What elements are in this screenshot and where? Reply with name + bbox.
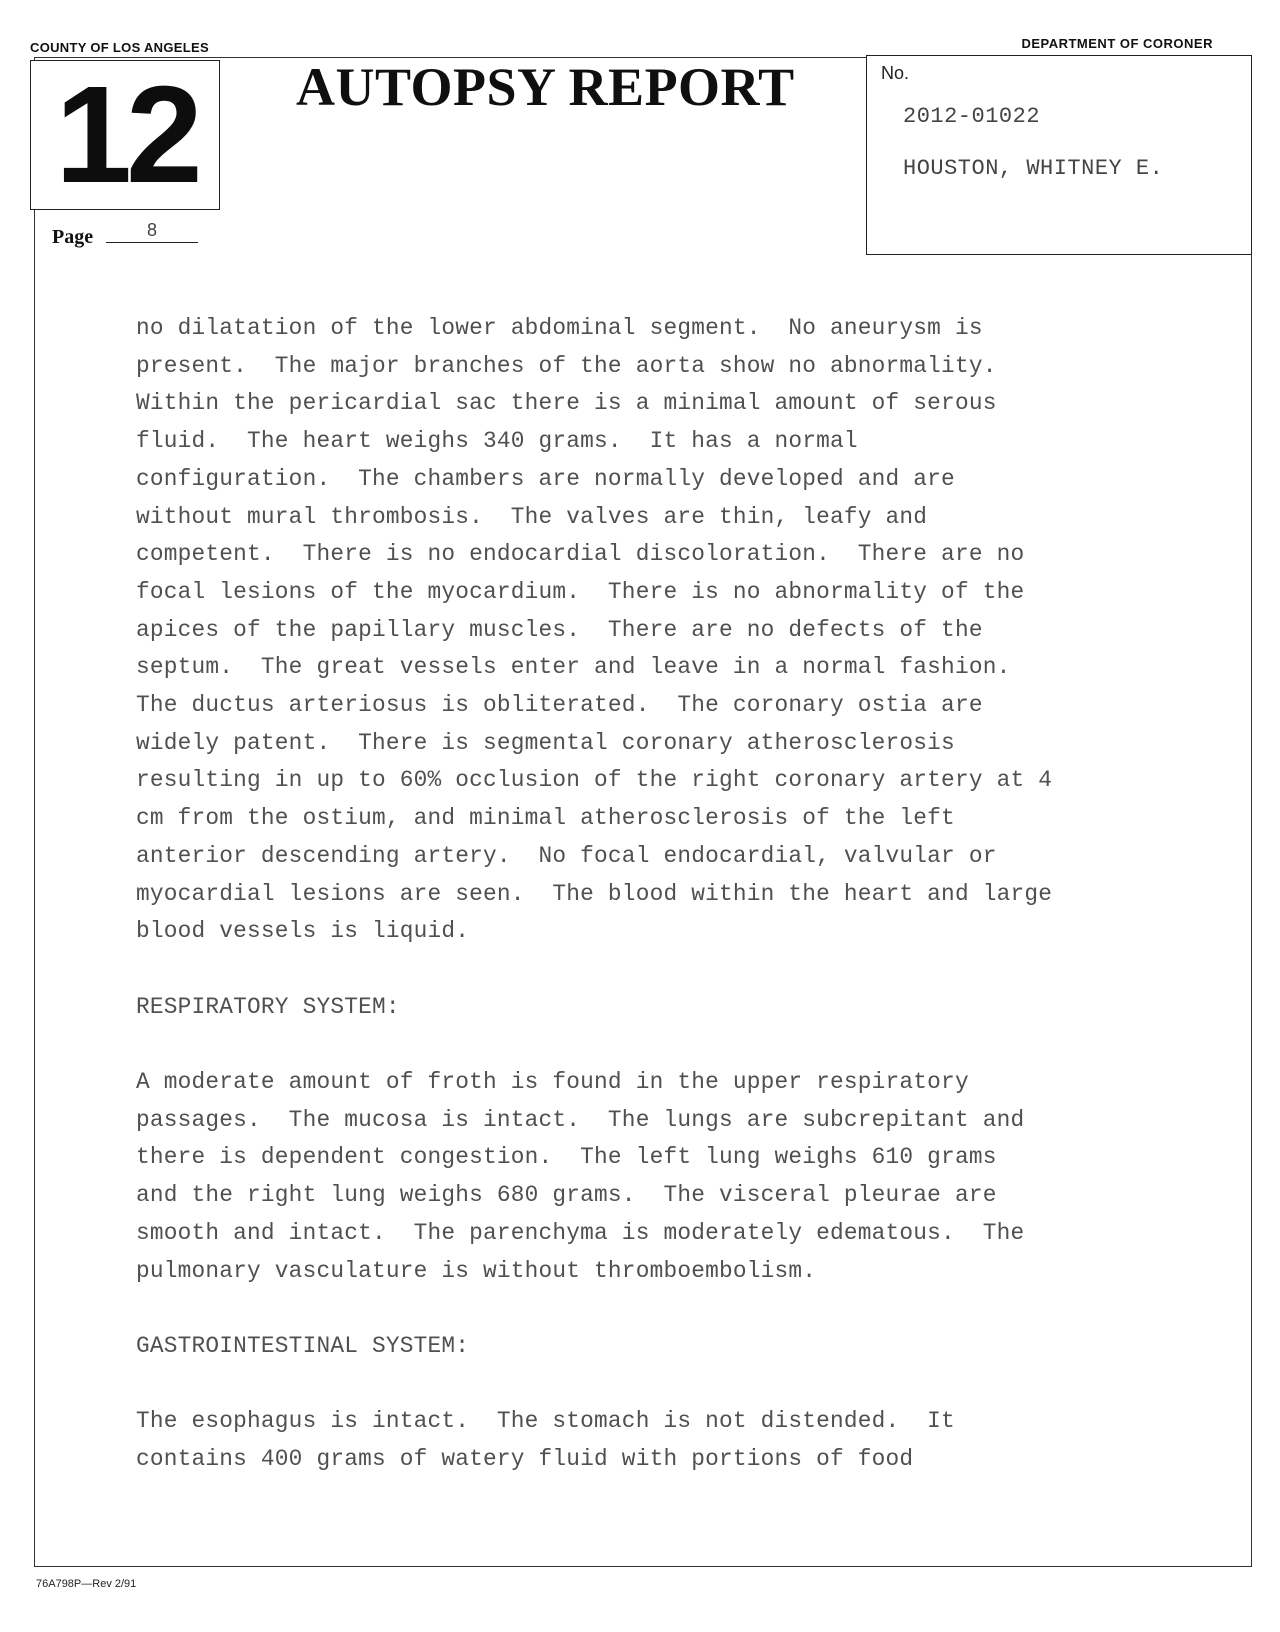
text-line: passages. The mucosa is intact. The lungs are subcrepitant and: [136, 1106, 1025, 1133]
text-line: there is dependent congestion. The left lung weighs 610 grams: [136, 1144, 997, 1171]
text-line: apices of the papillary muscles. There are no defects of the: [136, 616, 983, 643]
case-info-box: [866, 55, 1252, 255]
text-line: widely patent. There is segmental coronary atherosclerosis: [136, 729, 955, 756]
text-line: focal lesions of the myocardium. There is no abnormality of the: [136, 578, 1025, 605]
text-line: blood vessels is liquid.: [136, 918, 470, 945]
page-value: 8: [106, 218, 198, 243]
text-line: Within the pericardial sac there is a minimal amount of serous: [136, 390, 997, 417]
paragraph-gap: [136, 1026, 1176, 1064]
page-number-box: [30, 60, 220, 210]
text-line: cm from the ostium, and minimal atherosclerosis of the left: [136, 805, 955, 832]
text-line: fluid. The heart weighs 340 grams. It has a normal: [136, 428, 858, 455]
text-line: septum. The great vessels enter and leave in a normal fashion.: [136, 654, 1011, 681]
case-number: 2012-01022: [903, 104, 1041, 129]
text-line: smooth and intact. The parenchyma is moderately edematous. The: [136, 1219, 1025, 1246]
paragraph-gap: [136, 951, 1176, 989]
text-line: resulting in up to 60% occlusion of the right coronary artery at 4: [136, 767, 1053, 794]
text-line: present. The major branches of the aorta show no abnormality.: [136, 352, 997, 379]
paragraph-gap: [136, 1290, 1176, 1328]
text-line: competent. There is no endocardial discoloration. There are no: [136, 541, 1025, 568]
report-body: [136, 310, 1176, 1479]
report-title: AUTOPSY REPORT: [296, 57, 795, 117]
text-line: pulmonary vasculature is without thromboembolism.: [136, 1257, 817, 1284]
department-header: DEPARTMENT OF CORONER: [1021, 36, 1213, 51]
big-page-number: 12: [55, 58, 197, 212]
text-line: contains 400 grams of watery fluid with portions of food: [136, 1446, 914, 1473]
page-label: Page: [52, 226, 94, 248]
gastrointestinal-paragraph: [136, 1403, 1176, 1478]
decedent-name: HOUSTON, WHITNEY E.: [903, 156, 1164, 181]
text-line: The esophagus is intact. The stomach is not distended. It: [136, 1408, 955, 1435]
county-header: COUNTY OF LOS ANGELES: [30, 40, 209, 55]
text-line: configuration. The chambers are normally developed and are: [136, 465, 955, 492]
text-line: anterior descending artery. No focal endocardial, valvular or: [136, 842, 997, 869]
text-line: no dilatation of the lower abdominal segment. No aneurysm is: [136, 315, 983, 341]
text-line: without mural thrombosis. The valves are thin, leafy and: [136, 503, 928, 530]
case-no-label: No.: [881, 63, 910, 83]
paragraph-gap: [136, 1366, 1176, 1404]
text-line: A moderate amount of froth is found in the upper respiratory: [136, 1069, 969, 1096]
section-heading-respiratory: RESPIRATORY SYSTEM:: [136, 993, 400, 1020]
text-line: The ductus arteriosus is obliterated. The coronary ostia are: [136, 692, 983, 719]
text-line: myocardial lesions are seen. The blood within the heart and large: [136, 880, 1053, 907]
text-line: and the right lung weighs 680 grams. The visceral pleurae are: [136, 1182, 997, 1209]
respiratory-paragraph: [136, 1064, 1176, 1290]
section-heading-gastrointestinal: GASTROINTESTINAL SYSTEM:: [136, 1332, 470, 1359]
cardiovascular-paragraph: [136, 310, 1176, 951]
form-code: 76A798P—Rev 2/91: [36, 1578, 137, 1590]
